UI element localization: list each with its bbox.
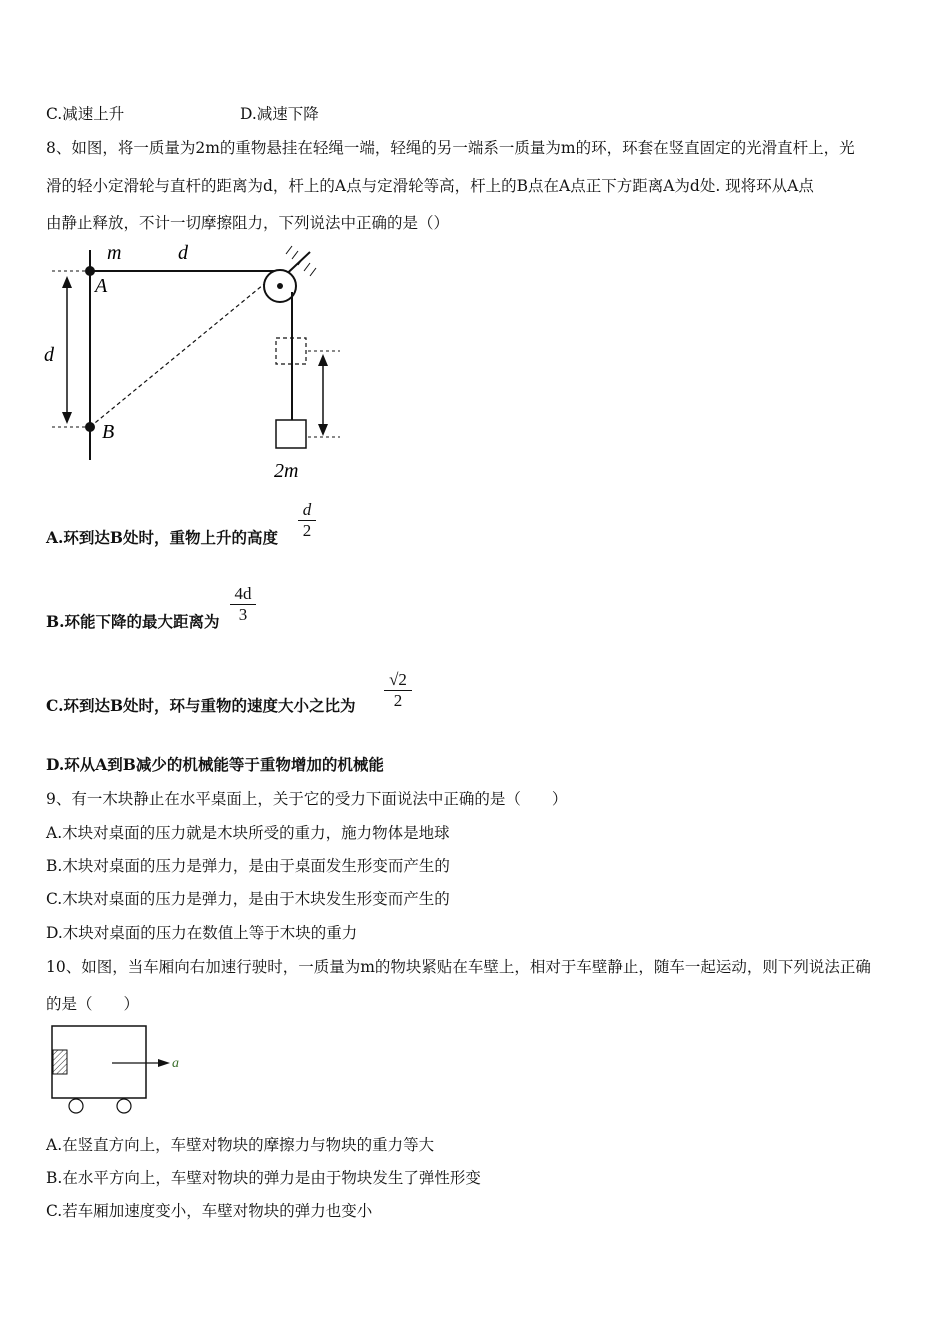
q8-stem-line-2: 滑的轻小定滑轮与直杆的距离为d，杆上的A点与定滑轮等高，杆上的B点在A点正下方距离A为d处. 现将环从A点 bbox=[46, 177, 814, 195]
q8-option-b-fraction: 4d 3 bbox=[230, 584, 256, 625]
wheel-left bbox=[69, 1099, 83, 1113]
label-a: a bbox=[172, 1056, 179, 1071]
label-d-top: d bbox=[178, 242, 188, 264]
q9-option-a: A.木块对桌面的压力就是木块所受的重力，施力物体是地球 bbox=[46, 824, 450, 842]
q8-option-c-fraction: √2 2 bbox=[384, 670, 412, 711]
q10-stem-line-2: 的是（ ） bbox=[46, 995, 140, 1013]
weight-2m bbox=[276, 420, 306, 448]
q9-option-d: D.木块对桌面的压力在数值上等于木块的重力 bbox=[46, 924, 358, 942]
q10-option-c: C.若车厢加速度变小，车壁对物块的弹力也变小 bbox=[46, 1202, 373, 1220]
q8-option-d: D.环从A到B减少的机械能等于重物增加的机械能 bbox=[46, 755, 384, 774]
q7-option-c: C.减速上升 bbox=[46, 105, 125, 123]
label-m: m bbox=[107, 242, 122, 264]
block-m bbox=[53, 1050, 67, 1074]
q8-option-a-fraction: d 2 bbox=[298, 500, 316, 541]
wheel-right bbox=[117, 1099, 131, 1113]
q10-option-b: B.在水平方向上，车壁对物块的弹力是由于物块发生了弹性形变 bbox=[46, 1169, 481, 1187]
q9-option-c: C.木块对桌面的压力是弹力，是由于木块发生形变而产生的 bbox=[46, 890, 450, 908]
q10-cart-figure bbox=[46, 1022, 196, 1117]
q8-option-a: A.环到达B处时，重物上升的高度 bbox=[46, 528, 279, 547]
q9-option-b: B.木块对桌面的压力是弹力，是由于桌面发生形变而产生的 bbox=[46, 857, 450, 875]
label-a: A bbox=[95, 275, 108, 297]
q9-stem: 9、有一木块静止在水平桌面上，关于它的受力下面说法中正确的是（ ） bbox=[46, 790, 568, 808]
q8-stem-line-3: 由静止释放，不计一切摩擦阻力，下列说法中正确的是（） bbox=[46, 214, 450, 232]
q10-stem-line-1: 10、如图，当车厢向右加速行驶时，一质量为m的物块紧贴在车壁上，相对于车壁静止，随车一起运动，则下列说法正确 bbox=[46, 958, 871, 976]
ring-at-a bbox=[85, 266, 95, 276]
label-d-side: d bbox=[44, 344, 54, 366]
q10-option-a: A.在竖直方向上，车壁对物块的摩擦力与物块的重力等大 bbox=[46, 1136, 435, 1154]
q7-option-d: D.减速下降 bbox=[240, 105, 319, 123]
q8-option-c: C.环到达B处时，环与重物的速度大小之比为 bbox=[46, 696, 356, 715]
q8-option-b: B.环能下降的最大距离为 bbox=[46, 612, 220, 631]
label-2m: 2m bbox=[274, 460, 299, 482]
q8-stem-line-1: 8、如图，将一质量为2m的重物悬挂在轻绳一端，轻绳的另一端系一质量为m的环，环套在竖直固定的光滑直杆上，光 bbox=[46, 139, 855, 157]
q8-pulley-figure bbox=[40, 240, 360, 485]
label-b: B bbox=[102, 421, 115, 443]
